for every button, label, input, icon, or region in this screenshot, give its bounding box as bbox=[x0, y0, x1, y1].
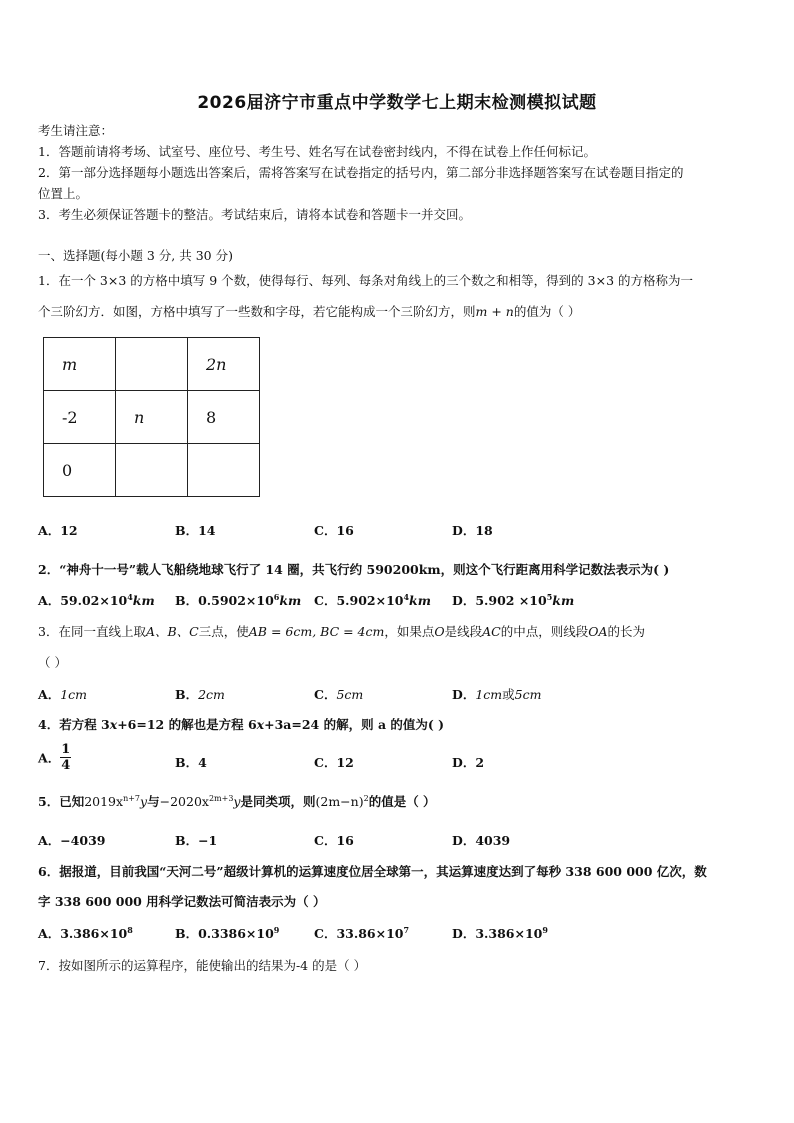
q4-var: x bbox=[256, 717, 265, 732]
option-label: A． bbox=[38, 593, 61, 608]
fraction bbox=[60, 742, 71, 773]
option-label: D． bbox=[452, 687, 476, 702]
option-a[interactable]: A．−4039 bbox=[38, 833, 106, 848]
q3-points: A、B、C bbox=[145, 624, 199, 639]
option-unit: km bbox=[279, 593, 302, 608]
option-unit: km bbox=[132, 593, 155, 608]
grid-cell: m bbox=[44, 338, 116, 391]
q5-text bbox=[38, 792, 436, 810]
option-label: A． bbox=[38, 750, 61, 766]
option-mantissa: 33.86×10 bbox=[336, 926, 404, 941]
option-c[interactable]: C．16 bbox=[314, 833, 354, 848]
option-mantissa: 3.386×10 bbox=[475, 926, 543, 941]
grid-cell: n bbox=[116, 391, 188, 444]
option-b[interactable] bbox=[175, 591, 301, 609]
q4-text-b: +6=12 的解也是方程 6 bbox=[117, 717, 257, 732]
option-b[interactable]: B．4 bbox=[175, 755, 207, 770]
option-mantissa: 0.3386×10 bbox=[198, 926, 274, 941]
q5-mid2: 是同类项，则 bbox=[240, 794, 316, 809]
grid-cell: -2 bbox=[44, 391, 116, 444]
grid-cell bbox=[116, 444, 188, 497]
option-mantissa: 5.902 ×10 bbox=[475, 593, 547, 608]
option-c[interactable] bbox=[314, 685, 363, 703]
option-d[interactable]: D．18 bbox=[452, 523, 493, 538]
q1-line2-prefix: 个三阶幻方．如图，方格中填写了一些数和字母，若它能构成一个三阶幻方，则 bbox=[38, 304, 476, 319]
q3-line2: （ ） bbox=[38, 655, 67, 670]
option-or: 或 bbox=[502, 687, 515, 702]
q3-text: 的长为 bbox=[607, 624, 646, 639]
option-exponent: 9 bbox=[542, 925, 548, 935]
option-d[interactable] bbox=[452, 685, 541, 703]
q5-term1-exp: n+7 bbox=[123, 794, 141, 803]
q3-text: 三点，使 bbox=[198, 624, 249, 639]
option-mantissa: 3.386×10 bbox=[60, 926, 128, 941]
option-label: B． bbox=[175, 593, 199, 608]
section-heading: 一、选择题(每小题 3 分, 共 30 分) bbox=[38, 248, 233, 263]
q5-mid: 与 bbox=[147, 794, 160, 809]
page-title: 2026届济宁市重点中学数学七上期末检测模拟试题 bbox=[197, 93, 597, 113]
option-exponent: 8 bbox=[127, 925, 133, 935]
option-b[interactable] bbox=[175, 685, 225, 703]
q4-text bbox=[38, 715, 444, 733]
q3-condition: AB = 6cm, BC = 4cm bbox=[248, 624, 385, 639]
q4-var: x bbox=[109, 717, 118, 732]
fraction-numerator: 1 bbox=[61, 742, 71, 757]
q1-line1: 1．在一个 3×3 的方格中填写 9 个数，使得每行、每列、每条对角线上的三个数之和相等，得到的 3×3 的方格称为一 bbox=[38, 273, 694, 288]
notice-item-2: 2．第一部分选择题每小题选出答案后，需将答案写在试卷指定的括号内，第二部分非选择题答案写在试卷题目指定的 bbox=[38, 165, 684, 180]
notice-item-2-cont: 位置上。 bbox=[38, 186, 89, 201]
option-label: D． bbox=[452, 593, 476, 608]
grid-cell: 0 bbox=[44, 444, 116, 497]
notice-item-3: 3．考生必须保证答题卡的整洁。考试结束后，请将本试卷和答题卡一并交回。 bbox=[38, 207, 471, 222]
q2-text: 2．“神舟十一号”载人飞船绕地球飞行了 14 圈，共飞行约 590200km，则这个飞行距离用科学记数法表示为( ) bbox=[38, 562, 670, 577]
option-d[interactable] bbox=[452, 924, 548, 942]
q4-text-a: 4．若方程 3 bbox=[38, 717, 110, 732]
option-a[interactable] bbox=[38, 591, 155, 609]
q1-line2-suffix: 的值为（ ） bbox=[513, 304, 581, 319]
q5-expr: (2m−n) bbox=[315, 794, 364, 809]
option-unit: km bbox=[409, 593, 431, 608]
option-a[interactable] bbox=[38, 685, 87, 703]
option-label: A． bbox=[38, 687, 61, 702]
q3-segment-ac: AC bbox=[482, 624, 501, 639]
q6-line1: 6．据报道，目前我国“天河二号”超级计算机的运算速度位居全球第一，其运算速度达到了每秒 338 600 000 亿次，数 bbox=[38, 864, 707, 879]
magic-square-grid bbox=[43, 337, 260, 497]
q3-text: 是线段 bbox=[444, 624, 483, 639]
option-c[interactable] bbox=[314, 591, 431, 609]
q7-text: 7．按如图所示的运算程序，能使输出的结果为-4 的是（ ） bbox=[38, 958, 367, 973]
q5-term1: 2019x bbox=[84, 794, 124, 809]
q5-suffix: 的值是（ ） bbox=[368, 794, 436, 809]
q3-text: ，如果点 bbox=[384, 624, 435, 639]
q3-point-o: O bbox=[434, 624, 445, 639]
option-b[interactable]: B．14 bbox=[175, 523, 216, 538]
option-b[interactable] bbox=[175, 924, 279, 942]
q5-term2: −2020x bbox=[159, 794, 209, 809]
option-exponent: 4 bbox=[403, 592, 410, 602]
q1-expr: m + n bbox=[475, 304, 514, 319]
grid-cell: 2n bbox=[188, 338, 260, 391]
option-label: A． bbox=[38, 926, 61, 941]
q5-prefix: 5．已知 bbox=[38, 794, 85, 809]
option-label: C． bbox=[314, 593, 337, 608]
option-mantissa: 5.902×10 bbox=[336, 593, 404, 608]
option-mantissa: 0.5902×10 bbox=[198, 593, 274, 608]
option-exponent: 5 bbox=[546, 592, 553, 602]
option-d[interactable]: D．4039 bbox=[452, 833, 511, 848]
option-label: B． bbox=[175, 687, 199, 702]
option-value: 1cm bbox=[60, 687, 88, 702]
option-c[interactable] bbox=[314, 924, 409, 942]
option-exponent: 6 bbox=[273, 592, 280, 602]
q3-segment-oa: OA bbox=[588, 624, 608, 639]
option-a[interactable] bbox=[38, 924, 133, 942]
option-mantissa: 59.02×10 bbox=[60, 593, 128, 608]
q4-text-c: +3a=24 的解，则 a 的值为( ) bbox=[264, 717, 445, 732]
q6-line2: 字 338 600 000 用科学记数法可简洁表示为（ ） bbox=[38, 894, 326, 909]
option-label: B． bbox=[175, 926, 199, 941]
q3-line1 bbox=[38, 622, 645, 640]
option-a[interactable]: A．12 bbox=[38, 523, 78, 538]
option-value: 1cm bbox=[475, 687, 503, 702]
option-a[interactable] bbox=[38, 742, 71, 773]
option-value: 5cm bbox=[336, 687, 364, 702]
option-label: C． bbox=[314, 687, 337, 702]
fraction-denominator: 4 bbox=[61, 758, 71, 773]
grid-cell bbox=[116, 338, 188, 391]
option-d[interactable]: D．2 bbox=[452, 755, 485, 770]
q5-term1-y: y bbox=[140, 794, 148, 809]
option-exponent: 4 bbox=[127, 592, 133, 602]
option-label: C． bbox=[314, 926, 337, 941]
q5-term2-y: y bbox=[233, 794, 241, 809]
option-d[interactable] bbox=[452, 591, 574, 609]
option-unit: km bbox=[552, 593, 575, 608]
option-c[interactable]: C．16 bbox=[314, 523, 354, 538]
option-exponent: 9 bbox=[273, 925, 280, 935]
q5-term2-exp: 2m+3 bbox=[208, 794, 234, 803]
grid-cell: 8 bbox=[188, 391, 260, 444]
q3-text: 的中点，则线段 bbox=[500, 624, 589, 639]
notice-item-1: 1．答题前请将考场、试室号、座位号、考生号、姓名写在试卷密封线内，不得在试卷上作任何标记。 bbox=[38, 144, 596, 159]
q3-text: 3．在同一直线上取 bbox=[38, 624, 146, 639]
option-value-2: 5cm bbox=[514, 687, 542, 702]
option-c[interactable]: C．12 bbox=[314, 755, 354, 770]
option-exponent: 7 bbox=[403, 925, 410, 935]
option-b[interactable]: B．−1 bbox=[175, 833, 218, 848]
q5-expr-exp: 2 bbox=[363, 794, 369, 803]
option-value: 2cm bbox=[198, 687, 225, 702]
grid-cell bbox=[188, 444, 260, 497]
q1-line2 bbox=[38, 302, 580, 320]
notice-heading: 考生请注意： bbox=[38, 123, 114, 138]
option-label: D． bbox=[452, 926, 476, 941]
